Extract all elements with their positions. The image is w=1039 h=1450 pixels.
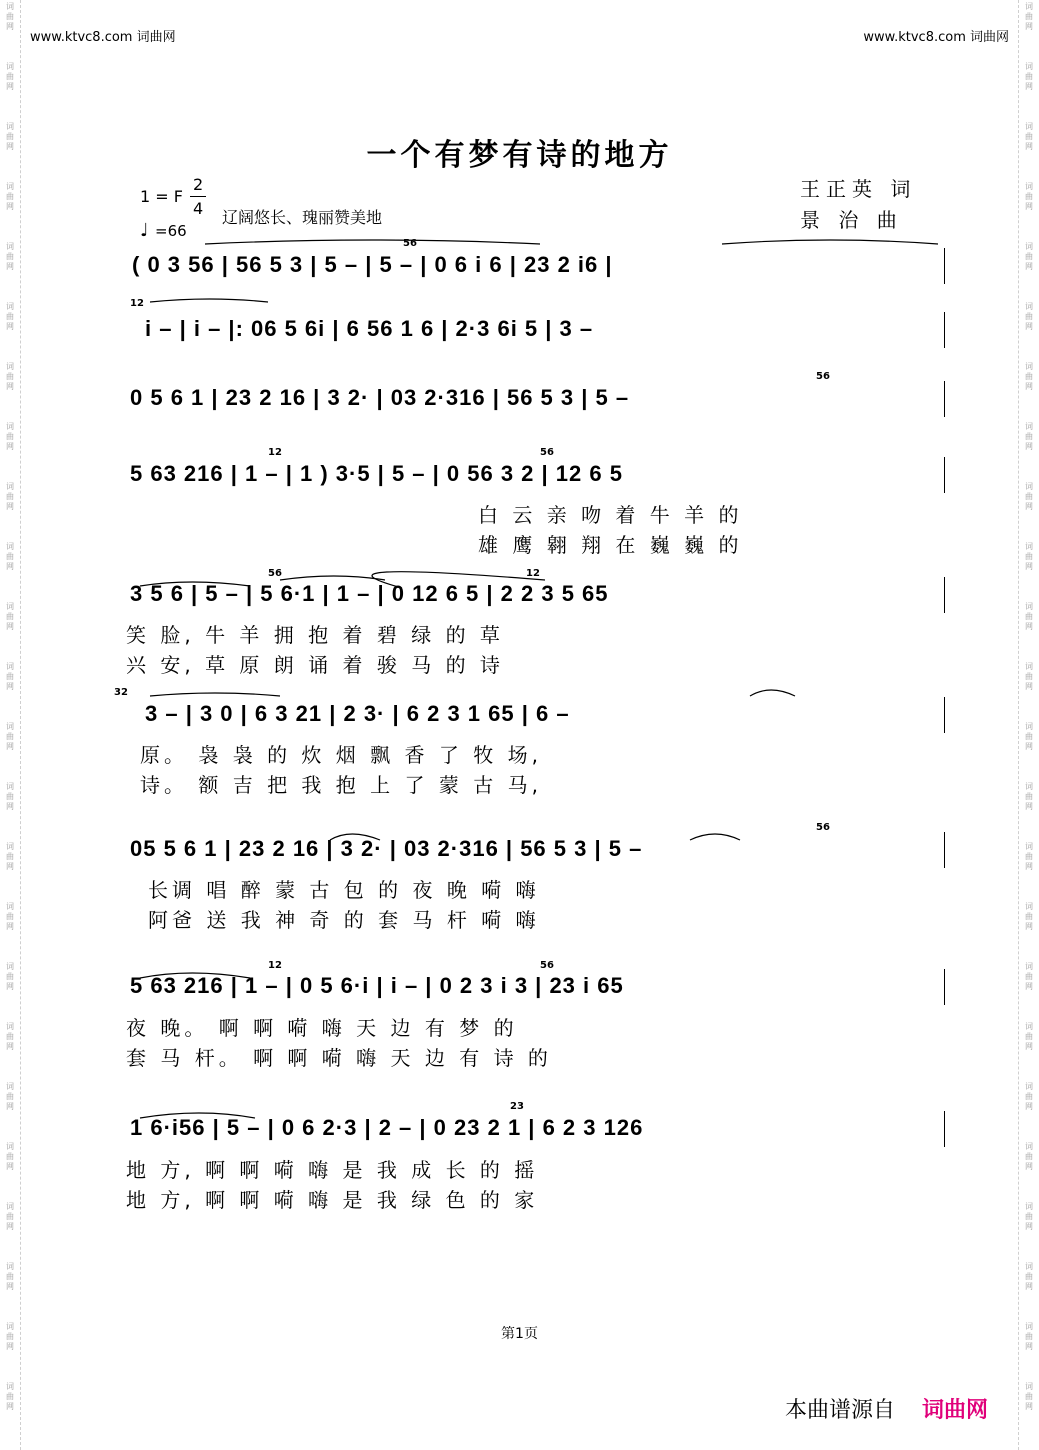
watermark-text: 词 曲 网: [1025, 362, 1033, 391]
watermark-text: 词 曲 网: [1025, 2, 1033, 31]
grace-note: 56: [540, 447, 554, 458]
lyric-line-verse2: 兴 安, 草 原 朗 诵 着 骏 马 的 诗: [126, 653, 504, 677]
lyric-line-verse1: 原。 袅 袅 的 炊 烟 飘 香 了 牧 场,: [140, 743, 542, 767]
watermark-text: 词 曲 网: [6, 842, 14, 871]
slur: [750, 690, 795, 696]
grace-note: 56: [403, 238, 417, 249]
slur: [722, 240, 938, 244]
lyric-line-verse1: 白 云 亲 吻 着 牛 羊 的: [478, 503, 743, 527]
watermark-text: 词 曲 网: [6, 362, 14, 391]
lyricist-credit: 王正英 词: [800, 177, 917, 201]
watermark-text: 词 曲 网: [1025, 122, 1033, 151]
watermark-text: 词 曲 网: [6, 602, 14, 631]
watermark-text: 词 曲 网: [1025, 1322, 1033, 1351]
watermark-text: 词 曲 网: [6, 422, 14, 451]
slur: [280, 576, 385, 580]
grace-note: 12: [268, 447, 282, 458]
barline: [944, 312, 945, 348]
header-right-site: www.ktvc8.com 词曲网: [863, 30, 1009, 45]
source-site-link[interactable]: 词曲网: [922, 1398, 989, 1423]
lyric-line-verse1: 笑 脸, 牛 羊 拥 抱 着 碧 绿 的 草: [126, 623, 504, 647]
notation-row-4: 5 63 216 | 1 – | 1 ) 3·5 | 5 – | 0 56 3 2 | 12 6 5: [130, 461, 623, 486]
watermark-text: 词 曲 网: [6, 242, 14, 271]
watermark-text: 词 曲 网: [1025, 242, 1033, 271]
page-number: 第1页: [501, 1326, 538, 1342]
watermark-text: 词 曲 网: [1025, 182, 1033, 211]
watermark-text: 词 曲 网: [1025, 1082, 1033, 1111]
watermark-text: 词 曲 网: [1025, 1262, 1033, 1291]
notation-row-7: 05 5 6 1 | 23 2 16 | 3 2· | 03 2·316 | 56 5 3 | 5 –: [130, 836, 643, 861]
quarter-note-icon: ♩: [140, 220, 149, 241]
watermark-text: 词 曲 网: [1025, 782, 1033, 811]
watermark-text: 词 曲 网: [1025, 902, 1033, 931]
lyric-line-verse1: 地 方, 啊 啊 嗬 嗨 是 我 成 长 的 摇: [126, 1158, 539, 1182]
grace-note: 23: [510, 1101, 524, 1112]
header-left-site: www.ktvc8.com 词曲网: [30, 30, 176, 45]
watermark-text: 词 曲 网: [1025, 842, 1033, 871]
watermark-text: 词 曲 网: [1025, 1022, 1033, 1051]
barline: [944, 381, 945, 417]
barline: [944, 697, 945, 733]
watermark-text: 词 曲 网: [1025, 542, 1033, 571]
watermark-text: 词 曲 网: [1025, 302, 1033, 331]
slur: [150, 693, 280, 696]
composer-credit: 景 治 曲: [800, 208, 903, 232]
watermark-text: 词 曲 网: [6, 1382, 14, 1411]
watermark-text: 词 曲 网: [6, 722, 14, 751]
barline: [944, 832, 945, 868]
lyric-line-verse1: 夜 晚。 啊 啊 嗬 嗨 天 边 有 梦 的: [126, 1016, 518, 1040]
slur: [150, 299, 268, 302]
notation-row-9: 1 6·i56 | 5 – | 0 6 2·3 | 2 – | 0 23 2 1 | 6 2 3 126: [130, 1115, 644, 1140]
watermark-text: 词 曲 网: [6, 122, 14, 151]
time-signature-denominator: 4: [193, 199, 204, 218]
watermark-text: 词 曲 网: [1025, 1142, 1033, 1171]
notation-row-6: 3 – | 3 0 | 6 3 21 | 2 3· | 6 2 3 1 65 | 6 –: [145, 701, 570, 726]
watermark-text: 词 曲 网: [6, 902, 14, 931]
notation-row-8: 5 63 216 | 1 – | 0 5 6·i | i – | 0 2 3 i 3 | 23 i 65: [130, 973, 624, 998]
time-signature-numerator: 2: [193, 175, 204, 194]
lyric-line-verse2: 地 方, 啊 啊 嗬 嗨 是 我 绿 色 的 家: [126, 1188, 539, 1212]
watermark-text: 词 曲 网: [6, 782, 14, 811]
watermark-text: 词 曲 网: [1025, 602, 1033, 631]
grace-note: 12: [268, 960, 282, 971]
notation-row-2: i – | i – |: 06 5 6i | 6 56 1 6 | 2·3 6i 5 | 3 –: [145, 316, 594, 341]
lyric-line-verse2: 阿爸 送 我 神 奇 的 套 马 杆 嗬 嗨: [148, 908, 540, 932]
lyric-line-verse2: 雄 鹰 翱 翔 在 巍 巍 的: [478, 533, 743, 557]
slur: [205, 240, 540, 244]
barline: [944, 577, 945, 613]
watermark-text: 词 曲 网: [6, 1322, 14, 1351]
grace-note: 56: [816, 822, 830, 833]
barline: [944, 969, 945, 1005]
song-title: 一个有梦有诗的地方: [366, 138, 673, 173]
watermark-text: 词 曲 网: [6, 302, 14, 331]
watermark-text: 词 曲 网: [1025, 962, 1033, 991]
watermark-text: 词 曲 网: [6, 662, 14, 691]
watermark-text: 词 曲 网: [1025, 662, 1033, 691]
watermark-text: 词 曲 网: [1025, 422, 1033, 451]
watermark-text: 词 曲 网: [6, 1202, 14, 1231]
watermark-text: 词 曲 网: [6, 2, 14, 31]
watermark-text: 词 曲 网: [6, 1082, 14, 1111]
grace-note: 56: [816, 371, 830, 382]
key-signature: 1 = F: [140, 187, 183, 206]
watermark-text: 词 曲 网: [1025, 1202, 1033, 1231]
watermark-text: 词 曲 网: [6, 1022, 14, 1051]
slur: [690, 834, 740, 840]
watermark-text: 词 曲 网: [1025, 1382, 1033, 1411]
lyric-line-verse2: 套 马 杆。 啊 啊 嗬 嗨 天 边 有 诗 的: [126, 1046, 552, 1070]
watermark-text: 词 曲 网: [6, 962, 14, 991]
expression-marking: 辽阔悠长、瑰丽赞美地: [222, 208, 383, 227]
watermark-text: 词 曲 网: [1025, 62, 1033, 91]
grace-note: 32: [114, 687, 128, 698]
watermark-text: 词 曲 网: [6, 62, 14, 91]
notation-row-3: 0 5 6 1 | 23 2 16 | 3 2· | 03 2·316 | 56 5 3 | 5 –: [130, 385, 630, 410]
watermark-text: 词 曲 网: [6, 1262, 14, 1291]
barline: [944, 1111, 945, 1147]
watermark-text: 词 曲 网: [6, 482, 14, 511]
watermark-text: 词 曲 网: [1025, 722, 1033, 751]
grace-note: 12: [526, 568, 540, 579]
tempo-marking: =66: [155, 222, 187, 240]
grace-note: 56: [268, 568, 282, 579]
lyric-line-verse1: 长调 唱 醉 蒙 古 包 的 夜 晚 嗬 嗨: [148, 878, 540, 902]
lyric-line-verse2: 诗。 额 吉 把 我 抱 上 了 蒙 古 马,: [140, 773, 542, 797]
grace-note: 56: [540, 960, 554, 971]
watermark-text: 词 曲 网: [6, 182, 14, 211]
barline: [944, 248, 945, 284]
notation-row-5: 3 5 6 | 5 – | 5 6·1 | 1 – | 0 12 6 5 | 2 2 3 5 65: [130, 581, 609, 606]
watermark-text: 词 曲 网: [1025, 482, 1033, 511]
notation-row-1: ( 0 3 56 | 56 5 3 | 5 – | 5 – | 0 6 i 6 | 23 2 i6 |: [132, 252, 613, 277]
watermark-text: 词 曲 网: [6, 1142, 14, 1171]
source-label: 本曲谱源自: [785, 1398, 896, 1423]
barline: [944, 457, 945, 493]
watermark-text: 词 曲 网: [6, 542, 14, 571]
grace-note: 12: [130, 298, 144, 309]
